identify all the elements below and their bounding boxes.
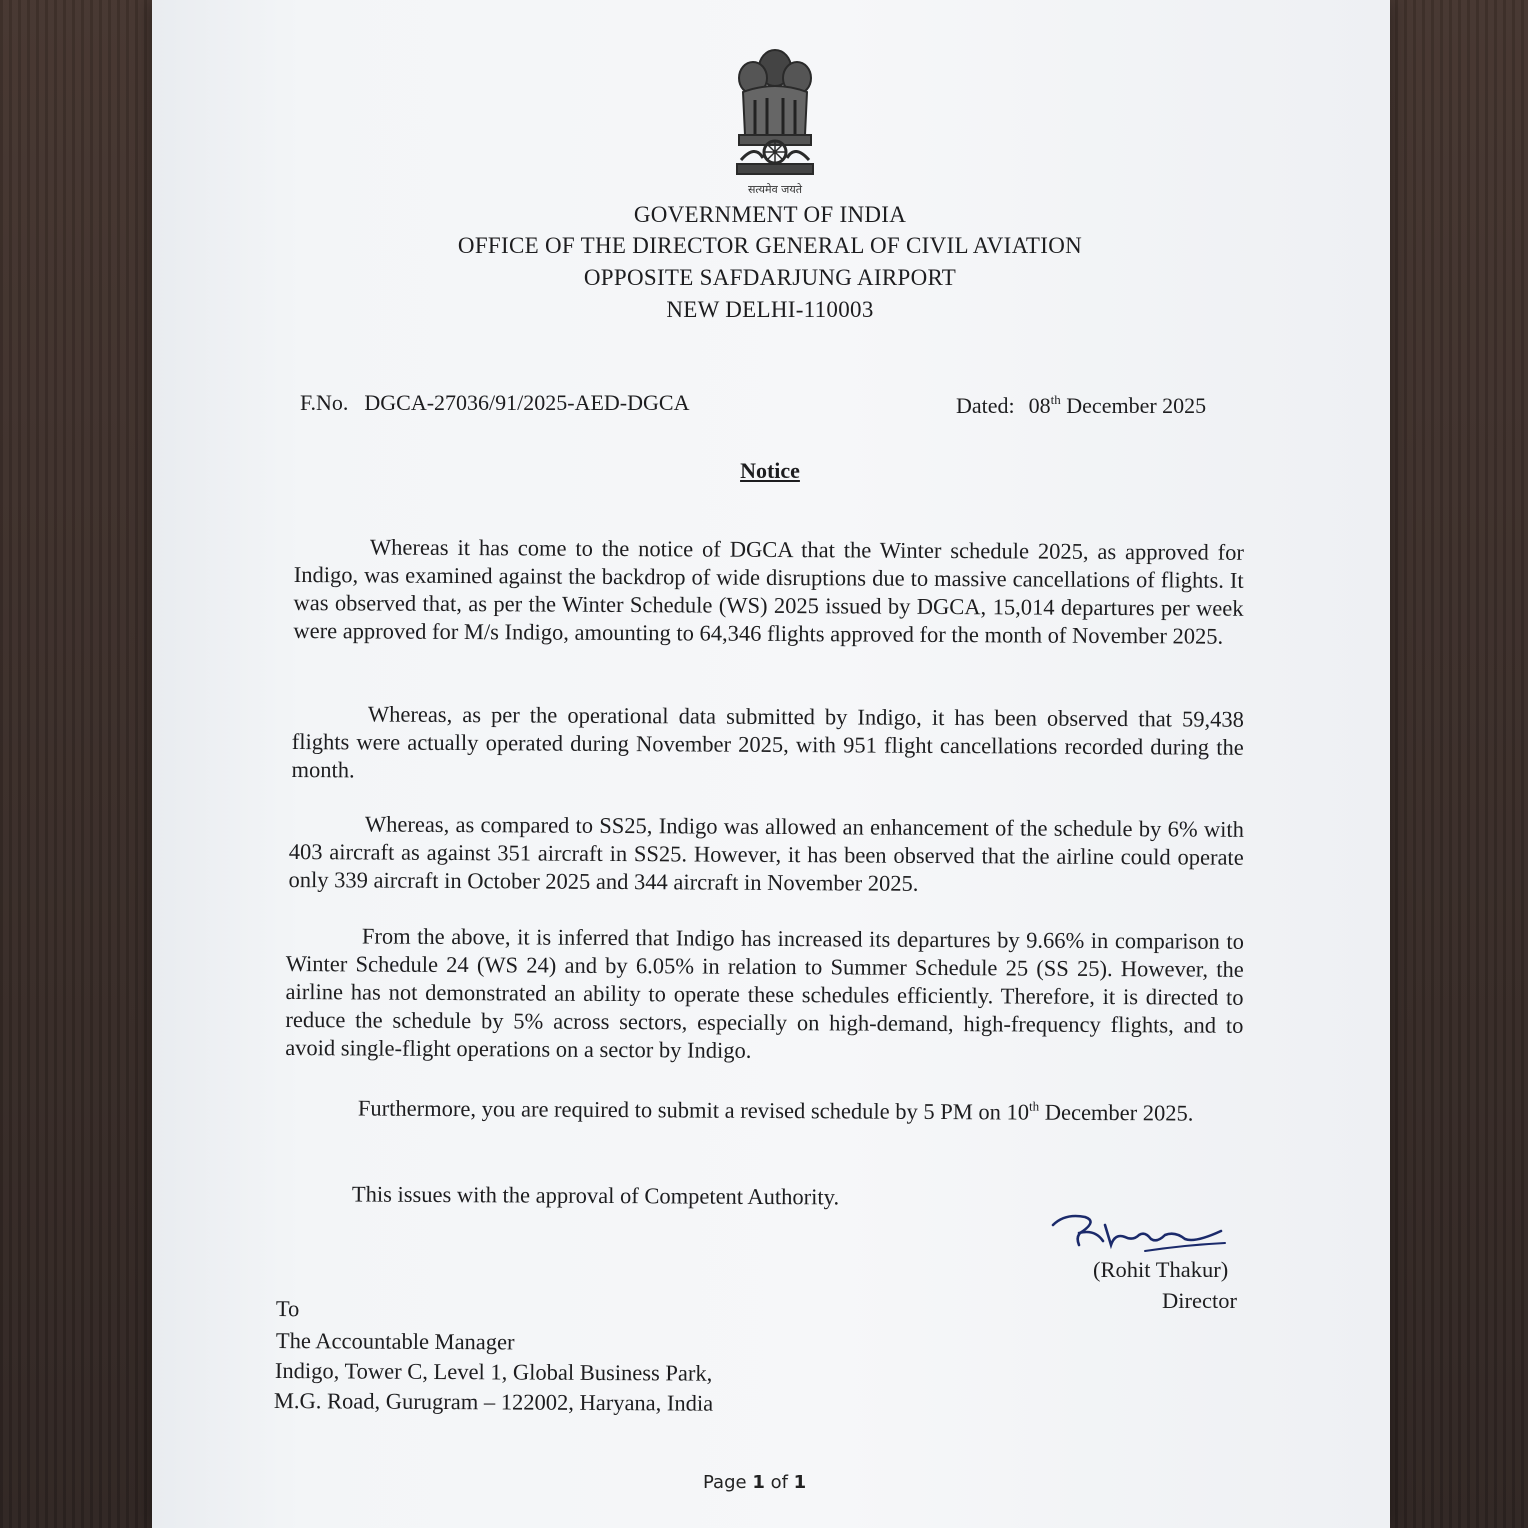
date-line: [956, 393, 1206, 419]
paragraph-3-text: Whereas, as compared to SS25, Indigo was allowed an enhancement of the schedule by 6% with 403 aircraft as against 351 aircraft in SS25. However, it has been observed that the airline could operate only 339 aircraft in October 2025 and 344 aircraft in November 2025.: [288, 811, 1244, 896]
paragraph-1: [293, 533, 1244, 651]
page-number: [703, 1472, 806, 1493]
paragraph-4-text: From the above, it is inferred that Indigo has increased its departures by 9.66% in comparison to Winter Schedule 24 (WS 24) and by 6.05% in relation to Summer Schedule 25 (SS 25). However, the airline has not demonstrated an ability to operate these schedules efficiently. Therefore, it is directed to reduce the schedule by 5% across sectors, especially on high-demand, high-frequency flights, and to avoid single-flight operations on a sector by Indigo.: [285, 923, 1244, 1063]
page-total: 1: [793, 1472, 807, 1493]
recipient-line-2: Indigo, Tower C, Level 1, Global Business Park,: [274, 1358, 713, 1386]
emblem-motto: सत्यमेव जयते: [747, 183, 802, 196]
national-emblem-icon: [725, 40, 825, 180]
paragraph-6-text: This issues with the approval of Competent Authority.: [351, 1181, 840, 1210]
header-address: OPPOSITE SAFDARJUNG AIRPORT: [583, 265, 957, 290]
date-rest: December 2025: [1066, 393, 1207, 418]
paragraph-5: [282, 1094, 1244, 1128]
page-word: Page: [703, 1472, 747, 1493]
signatory-name: (Rohit Thakur): [1093, 1257, 1229, 1282]
header-government: GOVERNMENT OF INDIA: [633, 202, 907, 227]
date-day: 08: [1028, 393, 1051, 418]
header-office: OFFICE OF THE DIRECTOR GENERAL OF CIVIL AVIATION: [457, 233, 1083, 258]
paragraph-1-text: Whereas it has come to the notice of DGCA that the Winter schedule 2025, as approved for Indigo, was examined against the backdrop of wide disruptions due to massive cancellations of flights. It was observed that, as per the Winter Schedule (WS) 2025 issued by DGCA, 15,014 departures per week were approved for M/s Indigo, amounting to 64,346 flights approved for the month of November 2025.: [293, 534, 1244, 649]
paragraph-5-text: Furthermore, you are required to submit a revised schedule by 5 PM on 10: [357, 1095, 1030, 1125]
file-number-label: F.No.: [300, 390, 349, 415]
of-word: of: [770, 1472, 788, 1493]
date-suffix: th: [1050, 392, 1061, 407]
paragraph-6: [276, 1180, 1176, 1213]
signatory-designation: Director: [1162, 1288, 1237, 1313]
page-current: 1: [752, 1472, 765, 1493]
paragraph-3: [288, 810, 1243, 900]
paragraph-4: [285, 922, 1244, 1068]
paragraph-2-text: Whereas, as per the operational data submitted by Indigo, it has been observed that 59,438 flights were actually operated during November 2025, with 951 flight cancellations recorded during the month.: [291, 701, 1244, 783]
file-number: [300, 390, 689, 416]
file-number-value: DGCA-27036/91/2025-AED-DGCA: [364, 390, 690, 415]
handwritten-signature-icon: [1045, 1205, 1235, 1260]
recipient-line-1: The Accountable Manager: [275, 1328, 515, 1355]
date-label: Dated:: [956, 393, 1015, 418]
paragraph-5-text-end: December 2025.: [1044, 1099, 1194, 1126]
recipient-to: To: [275, 1296, 300, 1322]
paragraph-5-suffix: th: [1029, 1098, 1040, 1114]
notice-title: Notice: [740, 458, 800, 483]
paragraph-2: [291, 700, 1243, 790]
recipient-line-3: M.G. Road, Gurugram – 122002, Haryana, India: [273, 1388, 714, 1416]
header-city: NEW DELHI-110003: [666, 297, 874, 322]
